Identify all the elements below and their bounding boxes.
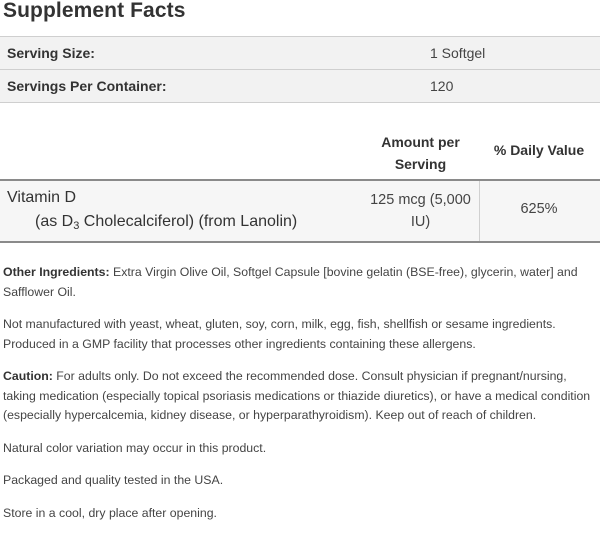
nutrient-amount	[362, 189, 479, 233]
storage-note: Store in a cool, dry place after opening.	[3, 505, 217, 520]
other-ingredients-label: Other Ingredients:	[3, 265, 110, 279]
amount-header-line2: Serving	[394, 156, 447, 172]
daily-value-header: % Daily Value	[493, 142, 585, 158]
amount-header-line1: Amount per	[381, 134, 460, 150]
other-ingredients-note	[3, 263, 599, 302]
caution-note	[3, 367, 599, 426]
nutrient-detail-subscript: 3	[73, 220, 80, 232]
allergen-note: Not manufactured with yeast, wheat, gluten, soy, corn, milk, egg, fish, shellfish or sesame ingredients. Produced in a GMP facility that processes other ingredients containing these allergens.	[3, 317, 556, 351]
servings-per-container-value: 120	[430, 78, 454, 94]
nutrient-detail-prefix: (as D	[35, 213, 74, 230]
nutrient-amount-line1: 125 mcg (5,000	[370, 192, 471, 208]
nutrient-name: Vitamin D	[7, 189, 77, 206]
color-variation-note: Natural color variation may occur in this product.	[3, 440, 267, 455]
serving-size-label: Serving Size:	[7, 45, 95, 61]
nutrient-amount-line2: IU)	[410, 214, 431, 230]
facts-table-header	[0, 123, 600, 181]
serving-size-row	[0, 37, 600, 70]
packaged-note: Packaged and quality tested in the USA.	[3, 473, 224, 487]
page-title: Supplement Facts	[3, 0, 186, 22]
caution-text: For adults only. Do not exceed the recommended dose. Consult physician if pregnant/nursing, taking medication (especially topical psoriasis medications or thiazide diuretics), or have a medical condition (especially hypercalcemia, kidney disease, or hyperparathyroidism). Keep out of reach of children.	[3, 369, 591, 422]
amount-per-serving-header	[362, 131, 479, 175]
nutrient-detail	[35, 213, 297, 232]
servings-per-container-row	[0, 70, 600, 103]
serving-info-table	[0, 36, 600, 103]
product-notes	[3, 263, 599, 536]
table-row	[0, 181, 600, 243]
nutrient-daily-value: 625%	[520, 201, 558, 217]
nutrient-detail-suffix: Cholecalciferol) (from Lanolin)	[79, 213, 298, 230]
servings-per-container-label: Servings Per Container:	[7, 78, 167, 94]
nutrient-facts-table	[0, 123, 600, 243]
other-ingredients-text: Extra Virgin Olive Oil, Softgel Capsule [bovine gelatin (BSE-free), glycerin, water] and Safflower Oil.	[3, 265, 578, 299]
serving-size-value: 1 Softgel	[430, 45, 486, 61]
caution-label: Caution:	[3, 369, 53, 383]
